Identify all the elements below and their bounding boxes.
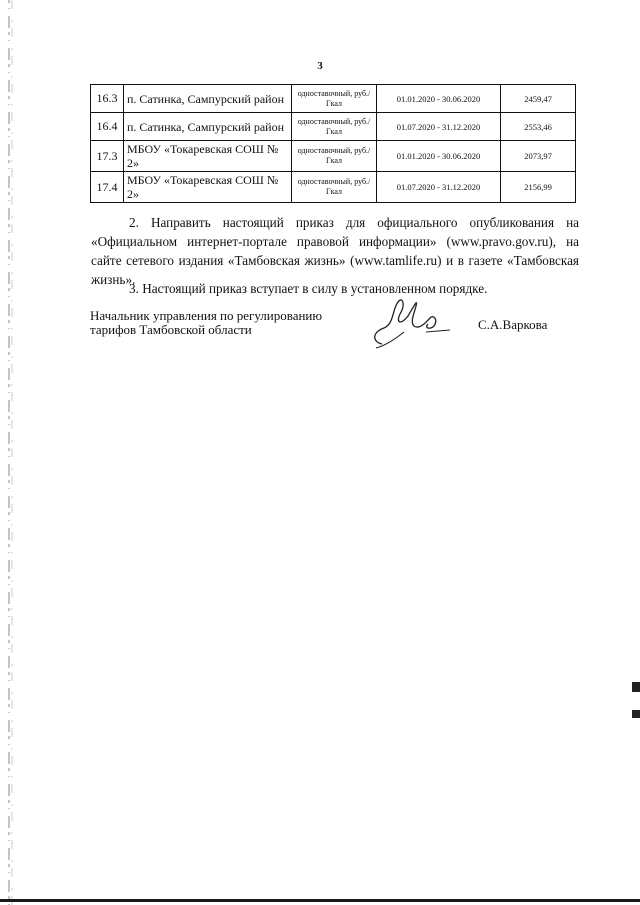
tariff-type: одноставочный, руб./Гкал: [292, 141, 377, 172]
scan-edge-right-mark: [632, 682, 640, 692]
scan-edge-right-mark: [632, 710, 640, 718]
validity-period: 01.07.2020 - 31.12.2020: [377, 113, 501, 141]
validity-period: 01.07.2020 - 31.12.2020: [377, 172, 501, 203]
paragraph-publication: 2. Направить настоящий приказ для официального опубликования на «Официальном интернет-портале правовой информации» (www.pravo.gov.ru), на сайте сетевого издания «Тамбовская жизнь» (www.tamlife.ru) и в газете «Тамбовская жизнь».: [91, 215, 579, 287]
tariff-value: 2459,47: [501, 85, 576, 113]
tariff-type: одноставочный, руб./Гкал: [292, 172, 377, 203]
tariff-value: 2553,46: [501, 113, 576, 141]
tariff-table: [90, 84, 576, 203]
validity-period: 01.01.2020 - 30.06.2020: [377, 85, 501, 113]
scan-edge-bottom: [0, 899, 640, 902]
object-name: МБОУ «Токаревская СОШ № 2»: [124, 141, 292, 172]
tariff-type: одноставочный, руб./Гкал: [292, 85, 377, 113]
table-row: [91, 85, 576, 113]
row-number: 17.4: [91, 172, 124, 203]
tariff-table-body: [91, 85, 576, 203]
table-row: [91, 141, 576, 172]
tariff-value: 2073,97: [501, 141, 576, 172]
object-name: МБОУ «Токаревская СОШ № 2»: [124, 172, 292, 203]
paragraph-effective: 3. Настоящий приказ вступает в силу в установленном порядке.: [129, 281, 488, 296]
validity-period: 01.01.2020 - 30.06.2020: [377, 141, 501, 172]
tariff-value: 2156,99: [501, 172, 576, 203]
tariff-type: одноставочный, руб./Гкал: [292, 113, 377, 141]
object-name: п. Сатинка, Сампурский район: [124, 113, 292, 141]
signatory-title-line1: Начальник управления по регулированию: [90, 308, 323, 323]
table-row: [91, 172, 576, 203]
table-row: [91, 113, 576, 141]
handwritten-signature: [364, 292, 464, 352]
row-number: 16.4: [91, 113, 124, 141]
object-name: п. Сатинка, Сампурский район: [124, 85, 292, 113]
signatory-name: С.А.Варкова: [478, 317, 548, 332]
scan-edge-left: [6, 0, 16, 905]
signatory-title-line2: тарифов Тамбовской области: [90, 322, 252, 337]
row-number: 17.3: [91, 141, 124, 172]
page-number: 3: [317, 60, 323, 72]
row-number: 16.3: [91, 85, 124, 113]
signatory-title: [90, 309, 322, 337]
